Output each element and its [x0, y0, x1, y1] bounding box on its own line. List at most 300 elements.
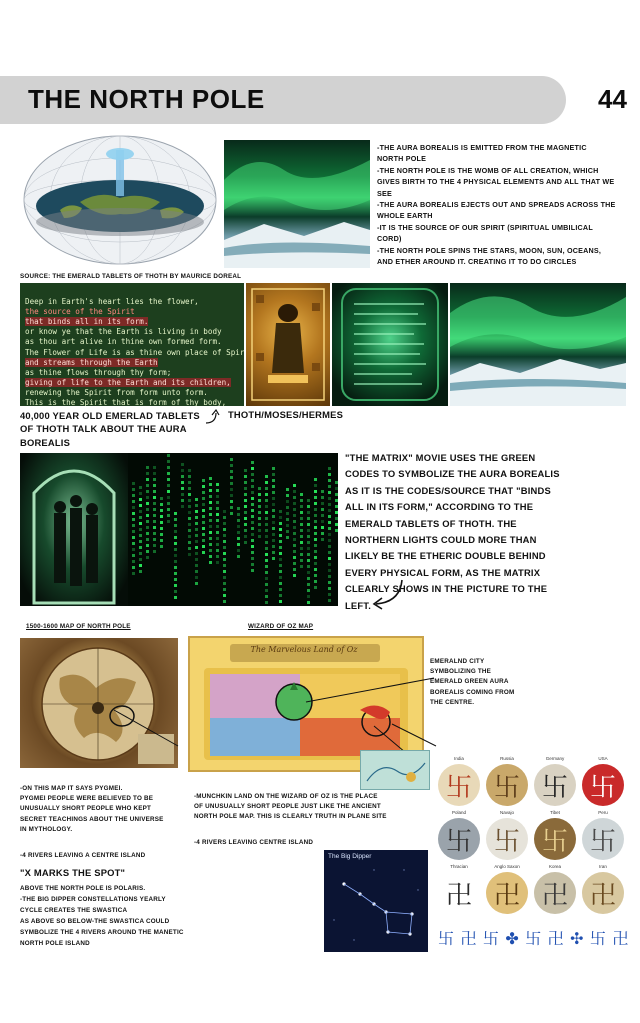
matrix-glyph — [251, 515, 254, 518]
matrix-glyph — [328, 497, 331, 500]
quote-line: renewing the Spirit from form unto form. — [25, 387, 208, 397]
matrix-glyph — [328, 587, 331, 590]
matrix-glyph — [307, 511, 310, 514]
matrix-glyph — [167, 490, 170, 493]
matrix-glyph — [251, 497, 254, 500]
flat-earth-globe-image — [20, 132, 220, 268]
matrix-glyph — [195, 564, 198, 567]
matrix-glyph — [307, 517, 310, 520]
matrix-glyph — [153, 520, 156, 523]
quote-line — [25, 358, 239, 368]
matrix-glyph — [328, 491, 331, 494]
matrix-glyph — [272, 479, 275, 482]
matrix-glyph — [216, 501, 219, 504]
matrix-glyph — [328, 599, 331, 602]
matrix-glyph — [146, 526, 149, 529]
matrix-glyph — [251, 533, 254, 536]
matrix-glyph — [300, 559, 303, 562]
matrix-glyph — [209, 543, 212, 546]
matrix-glyph — [188, 505, 191, 508]
matrix-glyph — [307, 541, 310, 544]
matrix-glyph — [167, 478, 170, 481]
matrix-glyph — [244, 541, 247, 544]
matrix-glyph — [146, 532, 149, 535]
matrix-glyph — [174, 584, 177, 587]
matrix-glyph — [286, 512, 289, 515]
matrix-glyph — [335, 499, 338, 502]
matrix-glyph — [181, 493, 184, 496]
aurora-image-top — [224, 140, 370, 268]
quote-highlight: that binds all in its form. — [25, 317, 149, 327]
matrix-glyph — [223, 510, 226, 513]
matrix-glyph — [314, 562, 317, 565]
matrix-glyph — [202, 551, 205, 554]
matrix-glyph — [188, 475, 191, 478]
matrix-glyph — [181, 463, 184, 466]
quote-line: or know ye that the Earth is living in body — [25, 327, 222, 337]
matrix-glyph — [307, 583, 310, 586]
symbol-label: Peru — [598, 810, 608, 815]
matrix-glyph — [139, 546, 142, 549]
matrix-glyph — [188, 481, 191, 484]
aura-line: SEE — [377, 188, 392, 198]
matrix-glyph — [300, 541, 303, 544]
matrix-glyph — [314, 526, 317, 529]
matrix-glyph — [307, 601, 310, 604]
matrix-glyph — [195, 582, 198, 585]
xmarks-line: -THE BIG DIPPER CONSTELLATIONS YEARLY — [20, 896, 166, 903]
swastika-symbol-icon: 卐 — [486, 818, 528, 860]
matrix-glyph — [307, 535, 310, 538]
matrix-glyph — [314, 484, 317, 487]
connector-line — [112, 700, 192, 755]
matrix-glyph — [279, 528, 282, 531]
matrix-glyph — [328, 545, 331, 548]
matrix-glyph — [335, 517, 338, 520]
matrix-glyph — [174, 524, 177, 527]
swastika-symbol-icon: 卍 — [534, 872, 576, 914]
swastika-symbol-icon: 卐 — [438, 818, 480, 860]
matrix-glyph — [286, 536, 289, 539]
matrix-glyph — [286, 530, 289, 533]
matrix-glyph — [132, 500, 135, 503]
oz-map-title: WIZARD OF OZ MAP — [248, 623, 314, 630]
matrix-glyph — [258, 511, 261, 514]
matrix-glyph — [321, 490, 324, 493]
matrix-glyph — [321, 508, 324, 511]
matrix-glyph — [188, 487, 191, 490]
matrix-glyph — [314, 532, 317, 535]
matrix-glyph — [258, 529, 261, 532]
matrix-glyph — [223, 570, 226, 573]
matrix-glyph — [307, 559, 310, 562]
quote-line — [25, 378, 239, 388]
old-map-title: 1500-1600 MAP OF NORTH POLE — [26, 623, 131, 630]
matrix-glyph — [279, 558, 282, 561]
matrix-glyph — [328, 509, 331, 512]
matrix-glyph — [293, 538, 296, 541]
matrix-glyph — [265, 565, 268, 568]
symbol-label: Anglo Saxon — [494, 864, 520, 869]
matrix-glyph — [335, 487, 338, 490]
matrix-glyph — [202, 527, 205, 530]
matrix-glyph — [293, 520, 296, 523]
matrix-glyph — [265, 547, 268, 550]
matrix-glyph — [237, 537, 240, 540]
matrix-glyph — [209, 555, 212, 558]
matrix-glyph — [216, 537, 219, 540]
matrix-glyph — [132, 482, 135, 485]
matrix-glyph — [244, 511, 247, 514]
aura-line: -THE NORTH POLE SPINS THE STARS, MOON, SUN, OCEANS, — [377, 245, 602, 255]
matrix-glyph — [132, 524, 135, 527]
matrix-glyph — [286, 494, 289, 497]
matrix-glyph — [174, 554, 177, 557]
matrix-glyph — [160, 521, 163, 524]
matrix-glyph — [272, 491, 275, 494]
pygmei-line: IN MYTHOLOGY. — [20, 825, 73, 833]
matrix-glyph — [174, 512, 177, 515]
matrix-glyph — [181, 505, 184, 508]
matrix-glyph — [223, 552, 226, 555]
matrix-glyph — [335, 505, 338, 508]
matrix-glyph — [307, 547, 310, 550]
matrix-glyph — [132, 554, 135, 557]
matrix-glyph — [139, 552, 142, 555]
matrix-glyph — [216, 525, 219, 528]
matrix-glyph — [293, 574, 296, 577]
matrix-glyph — [139, 504, 142, 507]
matrix-glyph — [230, 482, 233, 485]
matrix-glyph — [251, 557, 254, 560]
matrix-glyph — [328, 581, 331, 584]
matrix-glyph — [314, 490, 317, 493]
matrix-glyph — [167, 466, 170, 469]
matrix-glyph — [174, 596, 177, 599]
matrix-glyph — [314, 538, 317, 541]
matrix-glyph — [279, 600, 282, 603]
matrix-glyph — [328, 557, 331, 560]
matrix-glyph — [230, 470, 233, 473]
matrix-glyph — [237, 513, 240, 516]
matrix-glyph — [293, 514, 296, 517]
matrix-glyph — [307, 595, 310, 598]
pygmei-line: SECRET TEACHINGS ABOUT THE UNIVERSE — [20, 815, 164, 823]
matrix-glyph — [216, 513, 219, 516]
matrix-glyph — [132, 530, 135, 533]
matrix-glyph — [153, 502, 156, 505]
matrix-glyph — [202, 515, 205, 518]
matrix-glyph — [279, 516, 282, 519]
matrix-glyph — [251, 461, 254, 464]
aura-line: -IT IS THE SOURCE OF OUR SPIRIT (SPIRITUAL UMBILICAL — [377, 222, 593, 232]
matrix-glyph — [272, 557, 275, 560]
symbol-label: Navajo — [499, 810, 514, 815]
matrix-glyph — [328, 479, 331, 482]
matrix-glyph — [279, 540, 282, 543]
matrix-glyph — [174, 536, 177, 539]
matrix-glyph — [146, 466, 149, 469]
matrix-glyph — [286, 506, 289, 509]
matrix-glyph — [251, 551, 254, 554]
matrix-glyph — [230, 464, 233, 467]
matrix-glyph — [307, 565, 310, 568]
aura-line: WHOLE EARTH — [377, 211, 433, 221]
matrix-glyph — [132, 518, 135, 521]
oz-banner-text: The Marvelous Land of Oz — [250, 645, 358, 654]
matrix-glyph — [195, 570, 198, 573]
xmarks-line: ABOVE THE NORTH POLE IS POLARIS. — [20, 885, 146, 892]
matrix-glyph — [195, 546, 198, 549]
matrix-glyph — [272, 527, 275, 530]
matrix-glyph — [265, 577, 268, 580]
matrix-glyph — [265, 523, 268, 526]
matrix-glyph — [195, 528, 198, 531]
pygmei-line: PYGMEI PEOPLE WERE BELIEVED TO BE — [20, 795, 154, 803]
matrix-glyph — [251, 467, 254, 470]
matrix-glyph — [244, 493, 247, 496]
matrix-glyph — [160, 533, 163, 536]
matrix-glyph — [132, 560, 135, 563]
matrix-glyph — [139, 528, 142, 531]
big-dipper-title: The Big Dipper — [328, 853, 372, 860]
matrix-glyph — [153, 490, 156, 493]
matrix-glyph — [258, 499, 261, 502]
matrix-glyph — [216, 507, 219, 510]
matrix-glyph — [328, 521, 331, 524]
matrix-glyph — [265, 505, 268, 508]
matrix-glyph — [223, 582, 226, 585]
matrix-glyph — [188, 517, 191, 520]
matrix-glyph — [146, 514, 149, 517]
quote-line: as thou art alive in thine own formed form. — [25, 337, 222, 347]
matrix-glyph — [265, 541, 268, 544]
matrix-glyph — [188, 541, 191, 544]
quote-line: Deep in Earth's heart lies the flower, — [25, 297, 199, 307]
matrix-glyph — [258, 517, 261, 520]
matrix-glyph — [265, 583, 268, 586]
matrix-glyph — [300, 511, 303, 514]
caption-line: 40,000 YEAR OLD EMERLAD TABLETS — [20, 410, 200, 421]
matrix-glyph — [258, 487, 261, 490]
matrix-glyph — [265, 535, 268, 538]
pygmei-line: UNUSUALLY SHORT PEOPLE WHO KEPT — [20, 805, 152, 813]
matrix-glyph — [293, 544, 296, 547]
matrix-glyph — [139, 510, 142, 513]
source-caption: SOURCE: THE EMERALD TABLETS OF THOTH BY MAURICE DOREAL — [20, 273, 242, 280]
munchkin-line: OF UNUSUALLY SHORT PEOPLE JUST LIKE THE ANCIENT — [194, 803, 381, 811]
matrix-glyph — [209, 489, 212, 492]
symbol-label: Iran — [599, 864, 607, 869]
emerald-city-line: EMERALD GREEN AURA — [430, 678, 509, 686]
matrix-glyph — [230, 488, 233, 491]
matrix-glyph — [251, 563, 254, 566]
matrix-glyph — [328, 575, 331, 578]
matrix-glyph — [209, 525, 212, 528]
matrix-glyph — [300, 553, 303, 556]
swastika-symbol-icon: 卍 — [486, 872, 528, 914]
aura-line: -THE NORTH POLE IS THE WOMB OF ALL CREATION, WHICH — [377, 165, 599, 175]
matrix-glyph — [300, 523, 303, 526]
matrix-glyph — [202, 485, 205, 488]
aura-borealis-text — [377, 142, 627, 267]
quote-line: This is the Spirit that is form of thy body, — [25, 398, 227, 406]
xmarks-line: NORTH POLE ISLAND — [20, 940, 90, 947]
big-dipper-image — [324, 850, 428, 952]
matrix-glyph — [307, 529, 310, 532]
matrix-glyph — [244, 487, 247, 490]
matrix-glyph — [230, 494, 233, 497]
matrix-glyph — [174, 566, 177, 569]
matrix-glyph — [139, 516, 142, 519]
matrix-glyph — [293, 532, 296, 535]
matrix-glyph — [328, 503, 331, 506]
matrix-glyph — [237, 507, 240, 510]
matrix-glyph — [174, 572, 177, 575]
matrix-glyph — [265, 481, 268, 484]
matrix-glyph — [258, 523, 261, 526]
matrix-glyph — [223, 516, 226, 519]
matrix-glyph — [174, 518, 177, 521]
matrix-glyph — [328, 485, 331, 488]
matrix-glyph — [230, 458, 233, 461]
matrix-glyph — [307, 499, 310, 502]
emerald-tablet-quote — [20, 283, 244, 406]
symbol-label: India — [454, 756, 464, 761]
matrix-glyph — [328, 473, 331, 476]
matrix-glyph — [286, 500, 289, 503]
matrix-glyph — [335, 493, 338, 496]
matrix-glyph — [174, 578, 177, 581]
matrix-glyph — [300, 499, 303, 502]
matrix-glyph — [202, 539, 205, 542]
matrix-glyph — [272, 533, 275, 536]
matrix-glyph — [202, 491, 205, 494]
matrix-glyph — [328, 569, 331, 572]
matrix-glyph — [223, 600, 226, 603]
matrix-glyph — [251, 539, 254, 542]
matrix-glyph — [153, 484, 156, 487]
matrix-glyph — [279, 552, 282, 555]
matrix-glyph — [328, 533, 331, 536]
matrix-line: LEFT. — [345, 599, 371, 611]
matrix-glyph — [279, 522, 282, 525]
matrix-glyph — [293, 484, 296, 487]
matrix-glyph — [167, 496, 170, 499]
quote-line: the source of the Spirit — [25, 307, 135, 317]
matrix-glyph — [167, 472, 170, 475]
matrix-glyph — [188, 511, 191, 514]
matrix-glyph — [195, 498, 198, 501]
matrix-glyph — [244, 517, 247, 520]
matrix-glyph — [146, 478, 149, 481]
matrix-glyph — [132, 542, 135, 545]
matrix-glyph — [139, 492, 142, 495]
matrix-glyph — [202, 521, 205, 524]
swastika-symbol-icon: 卐 — [486, 764, 528, 806]
matrix-glyph — [160, 545, 163, 548]
matrix-glyph — [314, 496, 317, 499]
matrix-glyph — [314, 580, 317, 583]
matrix-glyph — [328, 593, 331, 596]
matrix-glyph — [293, 562, 296, 565]
matrix-glyph — [279, 570, 282, 573]
matrix-glyph — [244, 475, 247, 478]
matrix-glyph — [230, 476, 233, 479]
matrix-glyph — [265, 499, 268, 502]
xmarks-text — [20, 883, 260, 949]
matrix-glyph — [286, 488, 289, 491]
matrix-glyph — [265, 529, 268, 532]
matrix-glyph — [300, 493, 303, 496]
matrix-glyph — [251, 473, 254, 476]
matrix-glyph — [251, 485, 254, 488]
emerald-city-line: EMERALND CITY — [430, 658, 485, 665]
matrix-glyph — [314, 520, 317, 523]
matrix-glyph — [188, 499, 191, 502]
matrix-glyph — [272, 503, 275, 506]
matrix-glyph — [209, 495, 212, 498]
swastika-symbol-icon: 卐 — [582, 818, 624, 860]
emerald-city-line: BOREALIS COMING FROM — [430, 688, 515, 696]
matrix-glyph — [195, 516, 198, 519]
matrix-glyph — [265, 595, 268, 598]
swastika-symbol-icon: 卐 — [534, 818, 576, 860]
matrix-glyph — [188, 523, 191, 526]
matrix-glyph — [293, 508, 296, 511]
quote-line — [25, 317, 239, 327]
matrix-glyph — [244, 469, 247, 472]
matrix-glyph — [230, 500, 233, 503]
matrix-glyph — [237, 519, 240, 522]
matrix-line: CODES TO SYMBOLIZE THE AURA BOREALIS — [345, 468, 560, 480]
connector-line — [300, 676, 440, 711]
matrix-line: "THE MATRIX" MOVIE USES THE GREEN — [345, 452, 536, 463]
matrix-glyph — [216, 555, 219, 558]
matrix-glyph — [209, 531, 212, 534]
matrix-line: CLEARLY SHOWS IN THE PICTURE TO THE — [345, 583, 548, 595]
matrix-glyph — [216, 519, 219, 522]
matrix-glyph — [265, 487, 268, 490]
xmarks-line: AS ABOVE SO BELOW-THE SWASTICA COULD — [20, 918, 170, 925]
matrix-glyph — [202, 497, 205, 500]
matrix-glyph — [293, 526, 296, 529]
matrix-glyph — [335, 529, 338, 532]
matrix-glyph — [223, 546, 226, 549]
matrix-glyph — [209, 513, 212, 516]
matrix-glyph — [139, 570, 142, 573]
curved-arrow-icon — [202, 408, 222, 431]
matrix-glyph — [174, 542, 177, 545]
matrix-glyph — [223, 588, 226, 591]
matrix-glyph — [300, 547, 303, 550]
matrix-glyph — [314, 586, 317, 589]
matrix-glyph — [209, 537, 212, 540]
matrix-glyph — [223, 564, 226, 567]
quote-line: The Flower of Life is as thine own place of Spir — [25, 347, 244, 357]
matrix-glyph — [321, 514, 324, 517]
matrix-glyph — [223, 534, 226, 537]
symbol-label: Germany — [545, 756, 565, 761]
matrix-glyph — [265, 511, 268, 514]
matrix-glyph — [293, 502, 296, 505]
matrix-glyph — [265, 553, 268, 556]
matrix-movie-image — [20, 453, 128, 606]
matrix-glyph — [195, 576, 198, 579]
matrix-glyph — [139, 564, 142, 567]
matrix-glyph — [321, 526, 324, 529]
matrix-glyph — [272, 545, 275, 548]
